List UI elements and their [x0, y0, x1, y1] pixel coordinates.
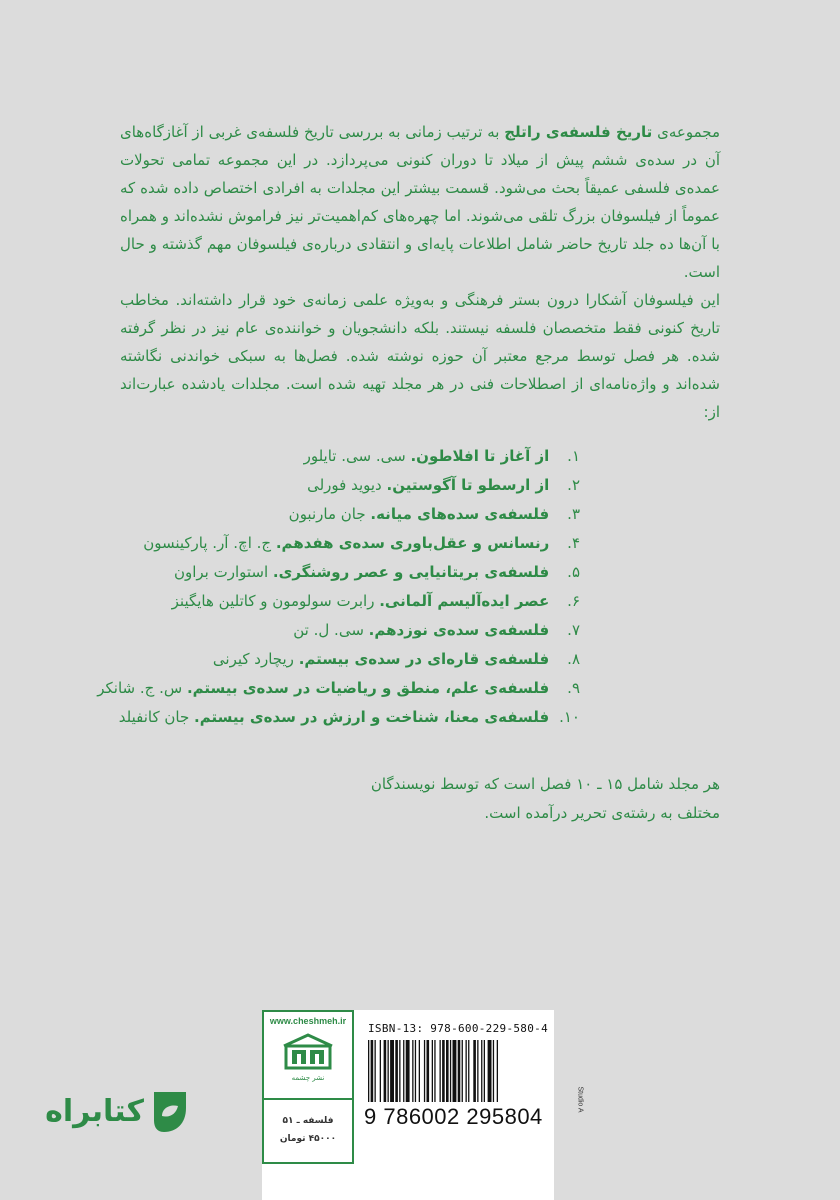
- volume-number: ۶.: [567, 592, 580, 610]
- intro-text: [120, 118, 720, 426]
- volume-number: ۱.: [567, 447, 580, 465]
- publisher-box: [262, 1010, 354, 1164]
- isbn-label: ISBN-13: 978-600-229-580-4: [368, 1022, 548, 1035]
- volume-number: ۹.: [567, 679, 580, 697]
- publisher-name: نشر چشمه: [291, 1074, 325, 1082]
- series-number: فلسفه ـ ۵۱: [282, 1116, 334, 1126]
- volume-author: سی. ل. تن: [293, 621, 369, 639]
- barcode-icon: [366, 1040, 542, 1104]
- volume-title: فلسفه‌ی سده‌های میانه.: [370, 505, 550, 523]
- intro-p1-start: مجموعه‌ی: [652, 123, 720, 141]
- volume-author: جان مارنبون: [288, 505, 371, 523]
- volume-item: [143, 529, 580, 558]
- volume-author: استوارت براون: [173, 563, 273, 581]
- volume-number: ۵.: [567, 563, 580, 581]
- volume-item: [160, 471, 580, 500]
- volume-item: [160, 645, 580, 674]
- volume-author: ریچارد کیرنی: [212, 650, 299, 668]
- volume-author: س. ج. شانکر: [97, 679, 187, 697]
- volume-title: فلسفه‌ی بریتانیایی و عصر روشنگری.: [272, 563, 550, 581]
- volume-title: از ارسطو تا آگوستین.: [386, 476, 550, 494]
- volume-item: [118, 703, 580, 732]
- book-house-logo-icon: [280, 1032, 336, 1070]
- volume-number: ۳.: [567, 505, 580, 523]
- volume-title: فلسفه‌ی علم، منطق و ریاضیات در سده‌ی بیستم.: [186, 679, 550, 697]
- volume-number: ۸.: [567, 650, 580, 668]
- volume-item: [160, 442, 580, 471]
- volume-title: از آغاز تا افلاطون.: [410, 447, 550, 465]
- volume-title: عصر ایده‌آلیسم آلمانی.: [379, 592, 550, 610]
- outro-text: هر مجلد شامل ۱۵ ـ ۱۰ فصل است که توسط نویسندگان مختلف به رشته‌ی تحریر درآمده است.: [370, 775, 720, 822]
- volume-title: فلسفه‌ی قاره‌ای در سده‌ی بیستم.: [298, 650, 550, 668]
- ketabrah-leaf-icon: [146, 1088, 194, 1136]
- intro-paragraph-2: این فیلسوفان آشکارا درون بستر فرهنگی و به‌ویژه علمی زمانه‌ی خود قرار داشته‌اند. مخاطب تاریخ کنونی فقط متخصصان فلسفه نیستند. بلکه دانشجویان و خواننده‌ی عام نیز در نظر گرفته شده. هر فصل توسط مرجع معتبر آن حوزه نوشته شده. فصل‌ها به سبکی خواندنی نگاشته شده‌اند و واژه‌نامه‌ای از اصطلاحات فنی در هر مجلد تهیه شده است. مجلدات یادشده عبارت‌اند از:: [120, 291, 720, 421]
- volume-item: [160, 558, 580, 587]
- volume-item: [97, 674, 580, 703]
- volume-title: فلسفه‌ی سده‌ی نوزدهم.: [368, 621, 550, 639]
- isbn-digits: 9 786002 295804: [364, 1104, 543, 1129]
- volume-item: [160, 587, 580, 616]
- volume-number: ۲.: [567, 476, 580, 494]
- studio-mark: Studio A: [576, 1086, 584, 1113]
- volume-title: رنسانس و عقل‌باوری سده‌ی هفدهم.: [275, 534, 550, 552]
- volume-author: ج. اچ. آر. پارکینسون: [143, 534, 276, 552]
- volume-author: جان کانفیلد: [118, 708, 195, 726]
- ketabrah-wordmark: کتابراه: [45, 1094, 144, 1129]
- volume-item: [160, 616, 580, 645]
- volume-title: فلسفه‌ی معنا، شناخت و ارزش در سده‌ی بیستم.: [194, 708, 550, 726]
- intro-p1-rest: به ترتیب زمانی به بررسی تاریخ فلسفه‌ی غربی از آغازگاه‌های آن در سده‌ی ششم پیش از میلاد تا دوران کنونی می‌پردازد. در این مجموعه تمامی تحولات عمده‌ی فلسفی عمیقاً بحث می‌شود. قسمت بیشتر این مجلدات به افرادی اختصاص داده شده که عموماً از فیلسوفان بزرگ تلقی می‌شوند. اما چهره‌های کم‌اهمیت‌تر نیز فراموش نشده‌اند و همراه با آن‌ها ده جلد تاریخ حاضر شامل اطلاعات پایه‌ای و انتقادی درباره‌ی فیلسوفان مهم گذشته و حال است.: [120, 123, 720, 281]
- volume-number: ۷.: [567, 621, 580, 639]
- volume-author: دیوید فورلی: [307, 476, 387, 494]
- volume-author: سی. سی. تایلور: [303, 447, 411, 465]
- volume-list: [97, 442, 580, 732]
- publisher-divider: [264, 1098, 352, 1100]
- volume-author: رابرت سولومون و کاتلین هایگینز: [171, 592, 380, 610]
- volume-number: ۴.: [567, 534, 580, 552]
- publisher-url[interactable]: www.cheshmeh.ir: [269, 1016, 347, 1026]
- volume-item: [160, 500, 580, 529]
- intro-paragraph-1: [120, 118, 720, 286]
- price: ۴۵۰۰۰ تومان: [279, 1134, 337, 1144]
- volume-number: ۱۰.: [559, 708, 580, 726]
- series-title: تاریخ فلسفه‌ی راتلج: [504, 123, 653, 141]
